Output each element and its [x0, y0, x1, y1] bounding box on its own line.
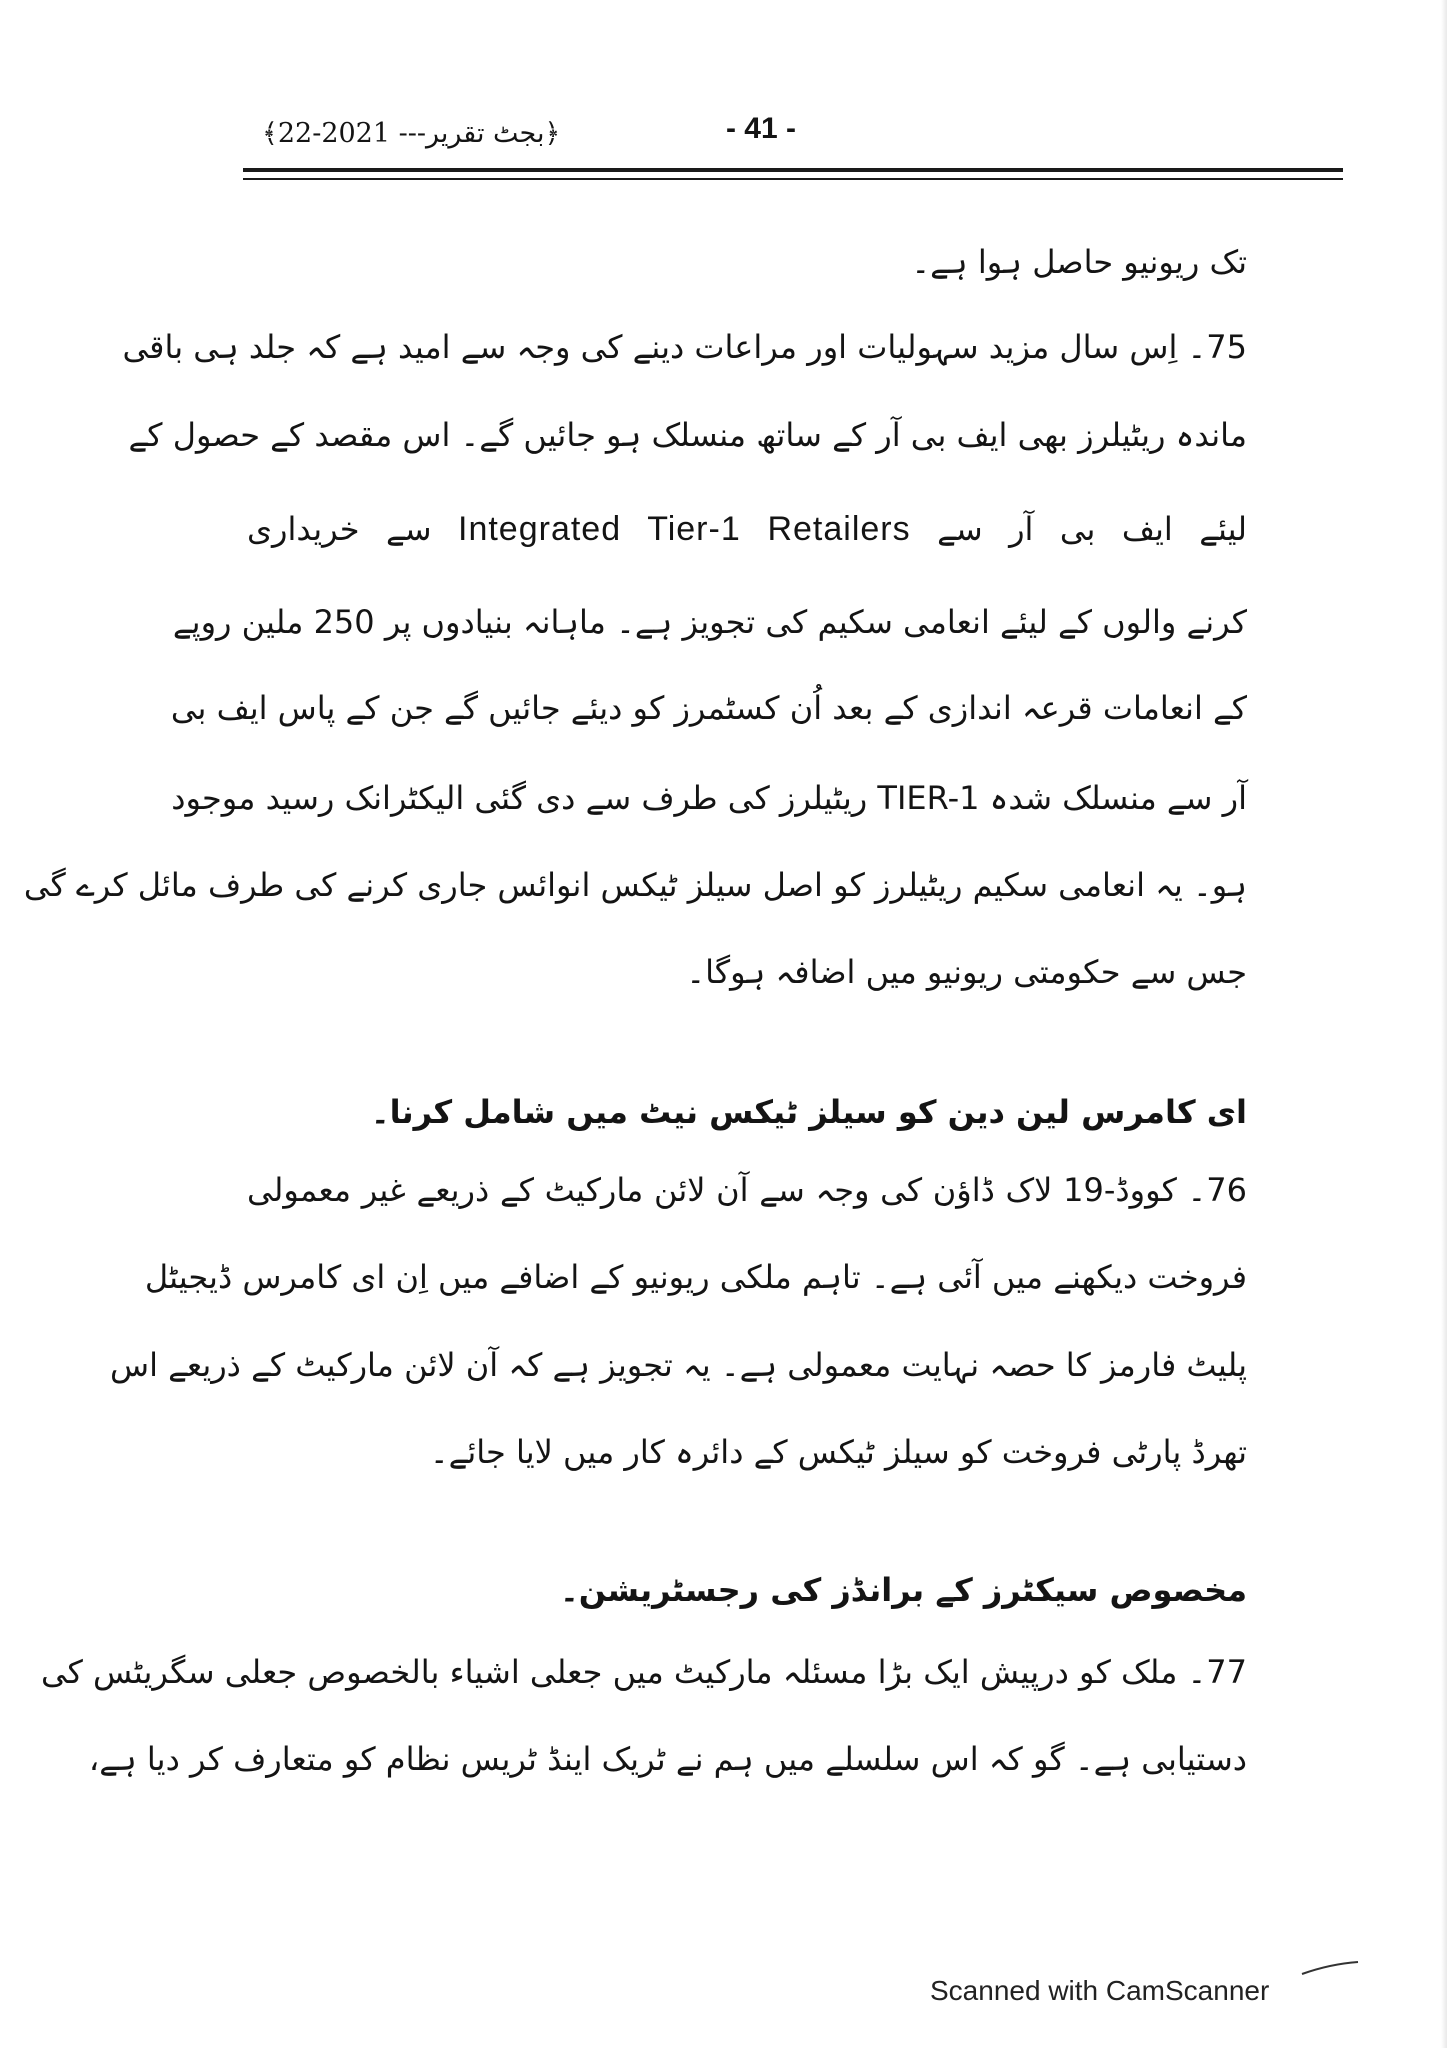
body-line-6: کے انعامات قرعہ اندازی کے بعد اُن کسٹمرز کو دیئے جائیں گے جن کے پاس ایف بی: [170, 689, 1247, 727]
scan-edge-shadow: [1441, 0, 1447, 2048]
body-line-10: 76۔ کووڈ-19 لاک ڈاؤن کی وجہ سے آن لائن مارکیٹ کے ذریعے غیر معمولی: [247, 1171, 1247, 1209]
body-line-5: کرنے والوں کے لیئے انعامی سکیم کی تجویز ہے۔ ماہانہ بنیادوں پر 250 ملین روپے: [172, 603, 1247, 641]
body-line-7: آر سے منسلک شدہ TIER-1 ریٹیلرز کی طرف سے دی گئی الیکٹرانک رسید موجود: [171, 779, 1247, 817]
header-rule-thin: [243, 178, 1343, 180]
header-rule-thick: [243, 168, 1343, 172]
body-line-2: 75۔ اِس سال مزید سہولیات اور مراعات دینے کی وجہ سے امید ہے کہ جلد ہی باقی: [122, 328, 1247, 366]
body-line-15: دستیابی ہے۔ گو کہ اس سلسلے میں ہم نے ٹریک اینڈ ٹریس نظام کو متعارف کر دیا ہے،: [88, 1740, 1247, 1778]
pen-stroke-icon: [1300, 1958, 1360, 1978]
page-number: - 41 -: [725, 112, 797, 145]
section-heading-ecommerce: ای کامرس لین دین کو سیلز ٹیکس نیٹ میں شامل کرنا۔: [370, 1093, 1247, 1131]
body-line-13: تھرڈ پارٹی فروخت کو سیلز ٹیکس کے دائرہ کار میں لایا جائے۔: [429, 1433, 1247, 1471]
body-line-14: 77۔ ملک کو درپیش ایک بڑا مسئلہ مارکیٹ میں جعلی اشیاء بالخصوص جعلی سگریٹس کی: [40, 1653, 1247, 1691]
body-line-8: ہو۔ یہ انعامی سکیم ریٹیلرز کو اصل سیلز ٹیکس انوائس جاری کرنے کی طرف مائل کرے گی: [23, 866, 1247, 904]
body-line-4-start: لیئے ایف بی آر سے: [937, 510, 1248, 548]
latin-phrase-retailers: Integrated Tier-1 Retailers: [458, 510, 911, 548]
body-line-4: [247, 507, 1247, 551]
body-line-4-end: سے خریداری: [247, 510, 432, 548]
body-line-11: فروخت دیکھنے میں آئی ہے۔ تاہم ملکی ریونیو کے اضافے میں اِن ای کامرس ڈیجیٹل: [144, 1258, 1247, 1296]
body-line-9: جس سے حکومتی ریونیو میں اضافہ ہوگا۔: [686, 953, 1247, 991]
body-line-3: ماندہ ریٹیلرز بھی ایف بی آر کے ساتھ منسلک ہو جائیں گے۔ اس مقصد کے حصول کے: [128, 416, 1247, 454]
body-line-1: تک ریونیو حاصل ہوا ہے۔: [911, 243, 1247, 281]
scanner-watermark: Scanned with CamScanner: [930, 1975, 1270, 2006]
body-line-12: پلیٹ فارمز کا حصہ نہایت معمولی ہے۔ یہ تجویز ہے کہ آن لائن مارکیٹ کے ذریعے اس: [110, 1346, 1247, 1384]
running-header-title: ﴿بجٹ تقریر--- 2021-22﴾: [262, 118, 561, 149]
section-heading-brand-registration: مخصوص سیکٹرز کے برانڈز کی رجسٹریشن۔: [559, 1571, 1247, 1609]
